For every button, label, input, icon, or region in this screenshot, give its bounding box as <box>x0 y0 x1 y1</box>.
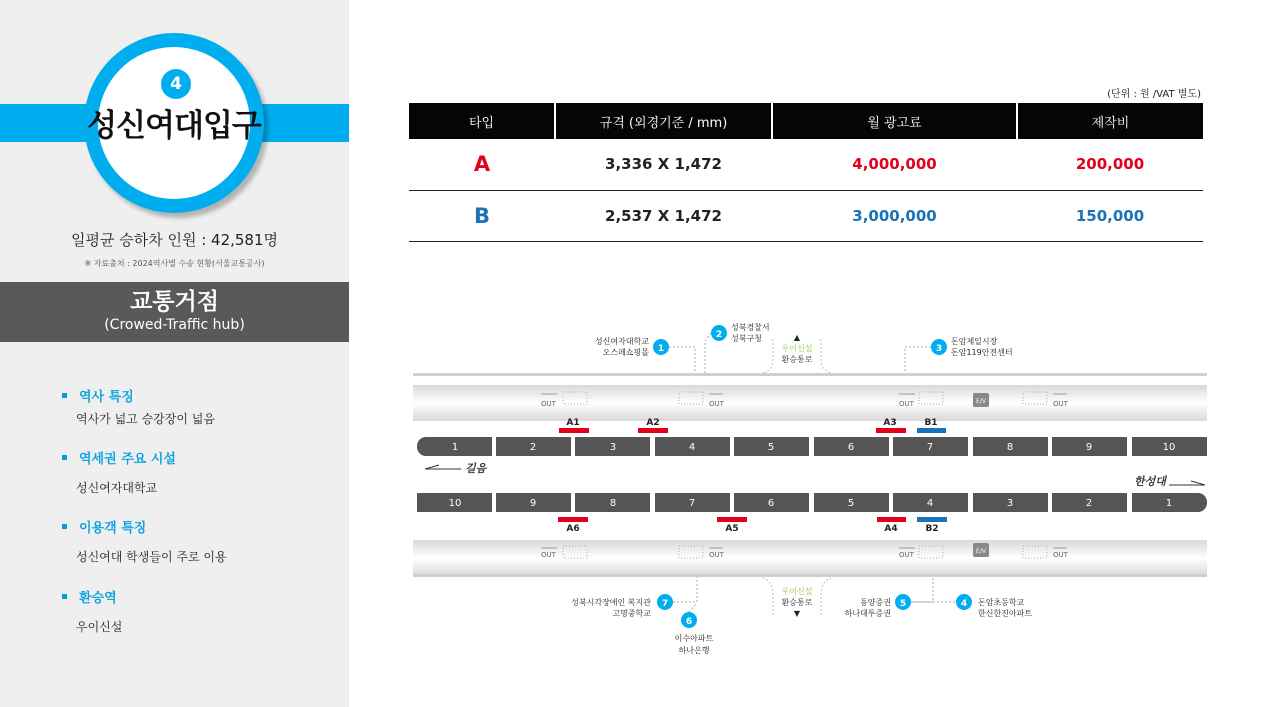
feature-value: 성신여자대학교 <box>76 481 158 495</box>
exit-2 <box>705 322 770 373</box>
feature-facilities <box>62 448 176 496</box>
col-type: 타입 <box>409 103 555 139</box>
table-row <box>409 139 1203 190</box>
car-number: 10 <box>1162 442 1176 453</box>
monthly-cell: 4,000,000 <box>772 139 1017 190</box>
exit-4 <box>913 594 1032 618</box>
out-label: OUT <box>709 551 724 559</box>
ad-spot-a5 <box>717 517 747 522</box>
ev-label: E/V <box>976 548 986 555</box>
ad-label-b1: B1 <box>924 418 938 428</box>
ad-spot-a2 <box>638 428 668 433</box>
type-cell: B <box>409 190 555 241</box>
exit-1-line1: 성신여자대학교 <box>594 337 649 346</box>
direction-right-label: 한성대 <box>1134 475 1166 488</box>
station-name: 성신여대입구 <box>87 108 261 144</box>
production-cell: 150,000 <box>1017 190 1203 241</box>
feature-heading: 역세권 주요 시설 <box>79 452 176 467</box>
hub-subtitle: (Crowed-Traffic hub) <box>104 317 245 333</box>
car-number: 7 <box>926 442 934 453</box>
direction-right <box>1134 475 1205 488</box>
out-label: OUT <box>1053 400 1068 408</box>
feature-heading: 이용객 특징 <box>79 521 147 536</box>
size-cell: 3,336 X 1,472 <box>555 139 772 190</box>
ad-label-a3: A3 <box>883 418 897 428</box>
car-number: 8 <box>609 498 617 509</box>
car-number: 5 <box>847 498 855 509</box>
exit-3-line2: 돈암119안전센터 <box>951 348 1013 357</box>
elevator-bottom <box>973 543 989 557</box>
car-number: 7 <box>688 498 696 509</box>
transfer-bottom-arrow: ▼ <box>793 609 801 618</box>
exit-7-line2: 고명중학교 <box>612 609 651 618</box>
ad-spot-a6 <box>558 517 588 522</box>
out-label: OUT <box>1053 551 1068 559</box>
col-monthly: 월 광고료 <box>772 103 1017 139</box>
ad-label-a4: A4 <box>884 524 898 534</box>
transfer-bottom <box>763 578 831 618</box>
ad-label-a1: A1 <box>566 418 580 428</box>
car-number: 3 <box>609 442 617 453</box>
out-label: OUT <box>899 551 914 559</box>
hub-title: 교통거점 <box>130 289 219 315</box>
unit-note: (단위 : 원 /VAT 별도) <box>1107 89 1201 100</box>
feature-heading: 환승역 <box>79 591 117 606</box>
ad-spot-a3 <box>876 428 906 433</box>
exit-2-line2: 성북구청 <box>731 334 762 343</box>
transfer-bottom-line: 우이신설 <box>781 587 813 596</box>
exit-3-number: 3 <box>935 344 943 354</box>
car-number: 1 <box>451 442 459 453</box>
exit-5-line2: 하나대투증권 <box>844 609 891 618</box>
transfer-top-label: 환승통로 <box>781 355 813 364</box>
col-size: 규격 (외경기준 / mm) <box>555 103 772 139</box>
exit-4-number: 4 <box>960 599 968 609</box>
car-number: 5 <box>767 442 775 453</box>
out-label: OUT <box>541 551 556 559</box>
car-number: 10 <box>448 498 462 509</box>
hub-box <box>0 282 349 342</box>
monthly-cell: 3,000,000 <box>772 190 1017 241</box>
car-number: 3 <box>1006 498 1014 509</box>
train-top <box>417 437 1207 456</box>
corridor-edge <box>413 574 1207 577</box>
car-number: 6 <box>847 442 855 453</box>
car-number: 2 <box>529 442 537 453</box>
production-cell: 200,000 <box>1017 139 1203 190</box>
car-number: 9 <box>1085 442 1093 453</box>
transfer-top <box>763 333 831 373</box>
data-source: ※ 자료출처 : 2024역사별 수송 현황(서울교통공사) <box>84 259 265 268</box>
feature-station <box>62 386 215 427</box>
exit-5 <box>845 577 933 618</box>
out-label: OUT <box>709 400 724 408</box>
exit-1 <box>595 336 695 373</box>
size-cell: 2,537 X 1,472 <box>555 190 772 241</box>
car-number: 4 <box>926 498 934 509</box>
ad-label-a6: A6 <box>566 524 580 534</box>
corridor-top <box>413 385 1207 421</box>
direction-left-label: 길음 <box>465 462 487 475</box>
car-number: 8 <box>1006 442 1014 453</box>
exit-7-line1: 성북시각장애인 복지관 <box>571 598 651 607</box>
feature-value: 성신여대 학생들이 주로 이용 <box>76 550 227 564</box>
exit-2-line1: 성북경찰서 <box>731 323 770 332</box>
feature-value: 우이신설 <box>76 620 123 634</box>
ad-label-b2: B2 <box>925 524 939 534</box>
ad-spot-b1 <box>917 428 946 433</box>
exit-5-line1: 동양증권 <box>860 598 891 607</box>
exit-5-number: 5 <box>899 599 907 609</box>
feature-heading: 역사 특징 <box>79 390 134 405</box>
bullet-icon <box>62 524 67 529</box>
ad-label-a5: A5 <box>725 524 739 534</box>
exit-6-line2: 하나은행 <box>678 646 710 655</box>
elevator-top <box>973 393 989 407</box>
train-bottom <box>417 493 1207 512</box>
ad-spot-a4 <box>877 517 906 522</box>
exit-1-number: 1 <box>657 344 665 354</box>
ad-spot-b2 <box>917 517 947 522</box>
corridor-bottom <box>413 540 1207 576</box>
out-label: OUT <box>541 400 556 408</box>
exit-3 <box>905 336 1013 373</box>
exit-3-line1: 돈암제일시장 <box>951 337 998 346</box>
exit-1-line2: 오스페쇼핑몰 <box>602 348 649 357</box>
out-label: OUT <box>899 400 914 408</box>
ad-spot-a1 <box>559 428 589 433</box>
car-number: 9 <box>529 498 537 509</box>
car-shape <box>435 437 492 456</box>
transfer-bottom-label: 환승통로 <box>781 598 813 607</box>
ad-label-a2: A2 <box>646 418 660 428</box>
exit-2-number: 2 <box>715 330 723 340</box>
line-number-badge: 4 <box>161 69 191 99</box>
feature-users <box>62 517 227 565</box>
car-number: 4 <box>688 442 696 453</box>
corridor-edge <box>413 373 1207 376</box>
left-panel <box>0 0 349 707</box>
feature-transfer <box>62 587 122 635</box>
bullet-icon <box>62 594 67 599</box>
daily-riders: 일평균 승하차 인원 : 42,581명 <box>70 231 279 249</box>
exit-6 <box>675 603 714 655</box>
bullet-icon <box>62 455 67 460</box>
exit-6-line1: 이수아파트 <box>674 634 714 643</box>
col-production: 제작비 <box>1017 103 1203 139</box>
exit-4-line2: 한신한진아파트 <box>978 609 1033 618</box>
table-row <box>409 190 1203 241</box>
ev-label: E/V <box>976 398 986 405</box>
car-number: 2 <box>1085 498 1093 509</box>
type-cell: A <box>409 139 555 190</box>
exit-7-number: 7 <box>661 599 669 609</box>
feature-value: 역사가 넓고 승강장이 넓음 <box>76 412 215 426</box>
exit-7 <box>571 577 697 618</box>
transfer-top-line: 우이신설 <box>781 344 813 353</box>
car-number: 1 <box>1165 498 1173 509</box>
exit-6-number: 6 <box>685 617 693 627</box>
bullet-icon <box>62 393 67 398</box>
transfer-top-arrow: ▲ <box>793 333 801 342</box>
platform-map <box>405 315 1215 665</box>
car-number: 6 <box>767 498 775 509</box>
direction-left <box>425 462 488 475</box>
exit-4-line1: 돈암초등학교 <box>978 598 1025 607</box>
price-table <box>409 103 1203 242</box>
